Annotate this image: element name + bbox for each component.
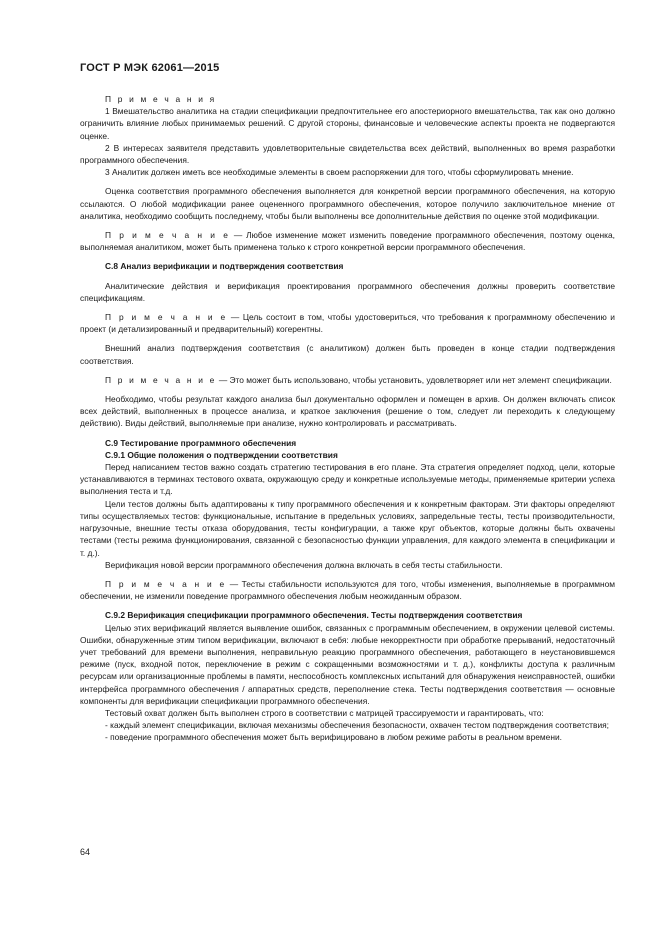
paragraph: Аналитические действия и верификация проектирования программного обеспечения должны проверить соответствие спецификациям. [80,280,615,303]
note-label: П р и м е ч а н и е [105,312,228,323]
note-text: — Любое изменение может изменить поведение программного обеспечения, поэтому оценка, выполняемая аналитиком, может быть применена только к строго конкретной версии программного обеспечения. [80,230,615,253]
document-header: ГОСТ Р МЭК 62061—2015 [80,62,220,74]
note-text: — Тесты стабильности используются для того, чтобы изменения, выполняемые в программном обеспечении, не изменили поведение программного обеспечения любым неожиданным образом. [80,578,615,602]
list-item: - каждый элемент спецификации, включая механизмы обеспечения безопасности, охвачен тестом подтверждения соответствия; [105,720,609,731]
note [80,374,615,386]
paragraph: Перед написанием тестов важно создать стратегию тестирования в его плане. Эта стратегия определяет подход, цели, которые устанавливаются в терминах тестового охвата, окружающую среду и конкретные используемые методы, применяемые критерии успеха выполнения теста и т.д. [80,462,615,497]
paragraph: Необходимо, чтобы результат каждого анализа был документально оформлен и помещен в архив. Он должен включать список всех действий, выполненных в процессе анализа, и краткое заключения (решение о том, следует ли переходить к следующему действию). Виды действий, выполняемые при анализе, нужно контролировать и рассматривать. [80,394,615,429]
paragraph: Цели тестов должны быть адаптированы к типу программного обеспечения и к конкретным факторам. Эти факторы определяют типы осуществляемых тестов: функциональные, испытание в предельных условиях, запредельные тесты, тесты производительности, нагрузочные, внешние тесты отказа оборудования, тесты конфигурации, а также круг объектов, которые должны быть охвачены тестами (тесты режима функционирования, связанной с безопасностью функции управления, для каждого элемента в спецификации и т. д.). [80,498,615,558]
subsection-heading: С.9.1 Общие положения о подтверждении соответствия [105,449,338,460]
subsection-heading: С.9.2 Верификация спецификации программного обеспечения. Тесты подтверждения соответствия [105,610,523,621]
paragraph: Целью этих верификаций является выявление ошибок, связанных с программным обеспечением, в окружении целевой системы. Ошибки, обнаруженные этим типом верификации, включают в себя: любые некорректности при обработке прерываний, недостаточный учет требований для времени выполнения, неправильную реакцию программного обеспечения, работающего в неустановившемся режиме (пуск, входной поток, переключение в режим с сокращенными возможностями и т. д.), конфликты доступа к различным ресурсам или организационные проблемы в памяти, неспособность комплексных испытаний для обнаружения неисправностей, ошибки интерфейса программного обеспечения / аппаратных средств, переполнение стека. Тесты подтверждения соответствия — основные компоненты для верификации спецификации программного обеспечения. [80,622,615,706]
note-label: П р и м е ч а н и е [105,374,217,385]
note [80,229,615,253]
note-item: 1 Вмешательство аналитика на стадии спецификации предпочтительнее его апостериорного вмешательства, так как оно должно ограничить влияние любых принимаемых решений. С другой стороны, финансовые и человеческие аспекты проекта не подвергаются оценке. [80,106,615,141]
list-item: - поведение программного обеспечения может быть верифицировано в любом режиме работы в реальном времени. [105,732,562,743]
notes-heading: П р и м е ч а н и я [105,94,217,104]
paragraph: Внешний анализ подтверждения соответствия (с аналитиком) должен быть проведен в конце стадии подтверждения соответствия. [80,343,615,366]
section-heading: С.9 Тестирование программного обеспечения [105,437,297,448]
note [80,578,615,602]
page-number: 64 [80,847,91,857]
paragraph: Оценка соответствия программного обеспечения выполняется для конкретной версии программного обеспечения, на которую ссылаются. О любой модификации ранее оцененного программного обеспечения, которое получило заключительное мнение от аналитика, необходимо сообщить последнему, чтобы были выполнены все дополнительные действия по оценке этой модификации. [80,186,615,221]
paragraph: Верификация новой версии программного обеспечения должна включать в себя тесты стабильности. [105,559,503,570]
note [80,311,615,335]
note-item: 3 Аналитик должен иметь все необходимые элементы в своем распоряжении для того, чтобы сформулировать мнение. [105,167,574,178]
note-label: П р и м е ч а н и е [105,230,231,241]
paragraph: Тестовый охват должен быть выполнен строго в соответствии с матрицей трассируемости и гарантировать, что: [105,707,544,718]
document-body [80,93,615,744]
note-text: — Это может быть использовано, чтобы установить, удовлетворяет или нет элемент спецификации. [216,374,612,385]
note-item: 2 В интересах заявителя представить удовлетворительные свидетельства всех действий, выполненных во время разработки программного обеспечения. [80,142,615,166]
note-text: — Цель состоит в том, чтобы удостовериться, что требования к программному обеспечению и проект (и детализированный и предварительный) когерентны. [80,312,615,335]
section-heading: С.8 Анализ верификации и подтверждения соответствия [105,261,344,272]
note-label: П р и м е ч а н и е [105,578,227,589]
